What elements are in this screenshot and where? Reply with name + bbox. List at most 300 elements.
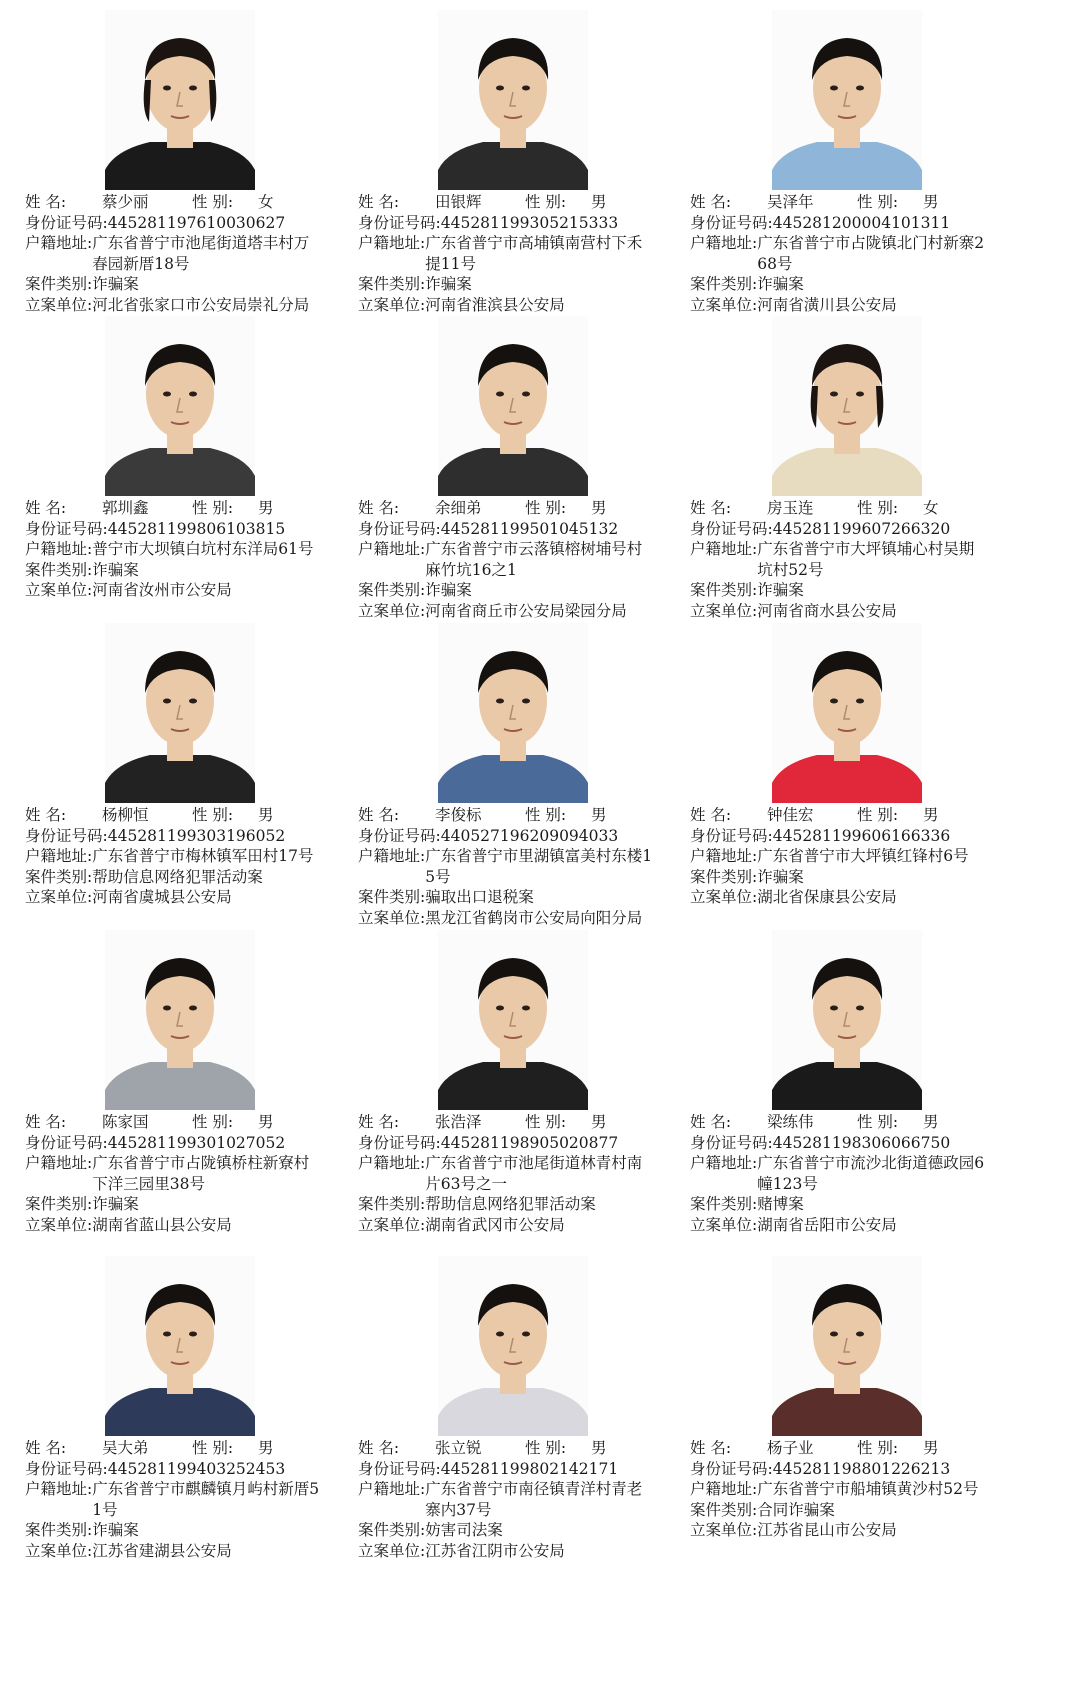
portrait-image bbox=[772, 930, 922, 1110]
name-value: 吴泽年 bbox=[767, 193, 814, 211]
person-card bbox=[25, 0, 355, 320]
portrait-image bbox=[772, 1256, 922, 1436]
name-value: 余细弟 bbox=[435, 499, 482, 517]
id-label: 身份证号码: bbox=[690, 213, 773, 232]
name-label: 姓 名: bbox=[358, 499, 400, 517]
case-type-value: 骗取出口退税案 bbox=[425, 888, 534, 906]
gender-label: 性 别: bbox=[857, 806, 899, 824]
address-value: 广东省普宁市占陇镇桥柱新寮村下洋三园里38号 bbox=[92, 1154, 310, 1193]
unit-label: 立案单位: bbox=[25, 888, 93, 906]
name-label: 姓 名: bbox=[25, 1113, 67, 1131]
unit-value: 黑龙江省鹤岗市公安局向阳分局 bbox=[425, 908, 643, 927]
unit-value: 湖南省武冈市公安局 bbox=[425, 1215, 565, 1234]
name-label: 姓 名: bbox=[690, 806, 732, 824]
person-info bbox=[690, 498, 1020, 621]
unit-label: 立案单位: bbox=[690, 888, 758, 906]
address-line bbox=[25, 1153, 355, 1194]
name-value: 陈家国 bbox=[102, 1113, 149, 1131]
name-value: 钟佳宏 bbox=[767, 806, 814, 824]
address-value: 广东省普宁市麒麟镇月屿村新厝51号 bbox=[92, 1480, 320, 1519]
gender-label: 性 别: bbox=[192, 806, 234, 824]
id-label: 身份证号码: bbox=[358, 1459, 441, 1478]
id-value: 445281200004101311 bbox=[772, 213, 951, 232]
unit-value: 河南省汝州市公安局 bbox=[92, 581, 232, 599]
case-type-label: 案件类别: bbox=[25, 1521, 93, 1539]
unit-value: 江苏省建湖县公安局 bbox=[92, 1541, 232, 1560]
address-label: 户籍地址: bbox=[25, 1154, 93, 1172]
id-line bbox=[358, 1459, 688, 1480]
address-label: 户籍地址: bbox=[25, 847, 93, 865]
unit-label: 立案单位: bbox=[25, 1215, 93, 1234]
id-value: 440527196209094033 bbox=[440, 826, 619, 845]
gender-value: 男 bbox=[923, 193, 939, 211]
id-label: 身份证号码: bbox=[25, 213, 108, 232]
address-label: 户籍地址: bbox=[358, 847, 426, 865]
id-value: 445281198801226213 bbox=[772, 1459, 951, 1478]
unit-label: 立案单位: bbox=[358, 908, 426, 927]
unit-line bbox=[690, 887, 1020, 908]
gender-label: 性 别: bbox=[857, 193, 899, 211]
portrait-image bbox=[438, 10, 588, 190]
address-line bbox=[690, 846, 1020, 867]
portrait-image bbox=[438, 623, 588, 803]
case-type-line bbox=[358, 580, 688, 601]
person-photo bbox=[438, 623, 588, 803]
id-label: 身份证号码: bbox=[690, 1459, 773, 1478]
gender-value: 男 bbox=[591, 193, 607, 211]
address-label: 户籍地址: bbox=[690, 234, 758, 252]
gender-label: 性 别: bbox=[192, 499, 234, 517]
person-info bbox=[25, 498, 355, 601]
person-info bbox=[358, 805, 688, 928]
case-type-line bbox=[358, 1194, 688, 1215]
case-type-label: 案件类别: bbox=[690, 581, 758, 599]
gender-label: 性 别: bbox=[192, 1439, 234, 1457]
case-type-label: 案件类别: bbox=[358, 1521, 426, 1539]
unit-value: 河北省张家口市公安局崇礼分局 bbox=[92, 295, 310, 314]
person-photo bbox=[105, 316, 255, 496]
name-label: 姓 名: bbox=[358, 1439, 400, 1457]
address-value: 广东省普宁市云落镇榕树埔号村麻竹坑16之1 bbox=[425, 540, 643, 579]
id-value: 445281199303196052 bbox=[107, 826, 286, 845]
case-type-line bbox=[690, 867, 1020, 888]
gender-value: 男 bbox=[923, 1439, 939, 1457]
person-info bbox=[690, 1112, 1020, 1235]
unit-label: 立案单位: bbox=[690, 1521, 758, 1539]
address-label: 户籍地址: bbox=[690, 1480, 758, 1498]
address-label: 户籍地址: bbox=[25, 1480, 93, 1498]
unit-value: 河南省潢川县公安局 bbox=[757, 295, 897, 314]
address-line bbox=[25, 846, 355, 867]
address-line bbox=[25, 233, 355, 274]
person-card bbox=[25, 1246, 355, 1566]
id-label: 身份证号码: bbox=[690, 1133, 773, 1152]
portrait-image bbox=[105, 10, 255, 190]
case-type-value: 诈骗案 bbox=[757, 275, 804, 293]
case-type-line bbox=[25, 1194, 355, 1215]
person-card bbox=[358, 920, 688, 1240]
name-value: 郭圳鑫 bbox=[102, 499, 149, 517]
person-card bbox=[690, 613, 1020, 933]
address-line bbox=[358, 1479, 688, 1520]
case-type-value: 诈骗案 bbox=[92, 1195, 139, 1213]
case-type-label: 案件类别: bbox=[358, 275, 426, 293]
gender-label: 性 别: bbox=[192, 1113, 234, 1131]
case-type-line bbox=[358, 274, 688, 295]
id-value: 445281199305215333 bbox=[440, 213, 619, 232]
name-value: 蔡少丽 bbox=[102, 193, 149, 211]
case-type-line bbox=[25, 560, 355, 581]
case-type-line bbox=[690, 1500, 1020, 1521]
unit-value: 湖北省保康县公安局 bbox=[757, 888, 897, 906]
id-value: 445281199403252453 bbox=[107, 1459, 286, 1478]
portrait-image bbox=[772, 623, 922, 803]
name-value: 杨子业 bbox=[767, 1439, 814, 1457]
case-type-label: 案件类别: bbox=[690, 867, 758, 886]
unit-value: 河南省商水县公安局 bbox=[757, 601, 897, 620]
case-type-line bbox=[358, 887, 688, 908]
gender-value: 男 bbox=[258, 1113, 274, 1131]
person-photo bbox=[438, 1256, 588, 1436]
case-type-line bbox=[25, 1520, 355, 1541]
id-line bbox=[25, 213, 355, 234]
case-type-label: 案件类别: bbox=[25, 560, 93, 579]
name-line bbox=[358, 192, 688, 213]
case-type-value: 诈骗案 bbox=[757, 867, 804, 886]
address-line bbox=[358, 233, 688, 274]
case-type-label: 案件类别: bbox=[25, 867, 93, 886]
id-line bbox=[690, 1459, 1020, 1480]
unit-line bbox=[25, 1541, 355, 1562]
id-label: 身份证号码: bbox=[690, 826, 773, 845]
person-info bbox=[358, 1438, 688, 1561]
person-photo bbox=[438, 930, 588, 1110]
person-info bbox=[25, 1112, 355, 1235]
address-label: 户籍地址: bbox=[690, 1154, 758, 1172]
id-value: 445281199802142171 bbox=[440, 1459, 619, 1478]
unit-value: 江苏省昆山市公安局 bbox=[757, 1521, 897, 1539]
unit-line bbox=[25, 887, 355, 908]
address-value: 广东省普宁市船埔镇黄沙村52号 bbox=[757, 1480, 979, 1498]
case-type-value: 合同诈骗案 bbox=[757, 1500, 835, 1519]
gender-label: 性 别: bbox=[525, 193, 567, 211]
address-value: 广东省普宁市占陇镇北门村新寨268号 bbox=[757, 234, 985, 273]
address-value: 广东省普宁市流沙北街道德政园6幢123号 bbox=[757, 1154, 985, 1193]
address-value: 广东省普宁市大坪镇埔心村吴期坑村52号 bbox=[757, 540, 975, 579]
unit-value: 河南省淮滨县公安局 bbox=[425, 295, 565, 314]
case-type-label: 案件类别: bbox=[690, 1500, 758, 1519]
name-label: 姓 名: bbox=[690, 193, 732, 211]
case-type-value: 诈骗案 bbox=[92, 560, 139, 579]
unit-label: 立案单位: bbox=[25, 581, 93, 599]
name-label: 姓 名: bbox=[358, 806, 400, 824]
person-photo bbox=[772, 623, 922, 803]
portrait-image bbox=[105, 316, 255, 496]
name-label: 姓 名: bbox=[25, 499, 67, 517]
person-photo bbox=[105, 10, 255, 190]
id-label: 身份证号码: bbox=[25, 1459, 108, 1478]
unit-line bbox=[690, 1520, 1020, 1541]
address-value: 广东省普宁市南径镇青洋村青老寨内37号 bbox=[425, 1480, 643, 1519]
gender-value: 男 bbox=[923, 1113, 939, 1131]
name-value: 张浩泽 bbox=[435, 1113, 482, 1131]
id-line bbox=[690, 1133, 1020, 1154]
name-line bbox=[690, 192, 1020, 213]
id-value: 445281197610030627 bbox=[107, 213, 286, 232]
gender-value: 女 bbox=[258, 193, 274, 211]
address-label: 户籍地址: bbox=[690, 540, 758, 558]
gender-value: 男 bbox=[591, 499, 607, 517]
gender-label: 性 别: bbox=[192, 193, 234, 211]
person-card bbox=[25, 306, 355, 626]
id-value: 445281199607266320 bbox=[772, 519, 951, 538]
case-type-value: 诈骗案 bbox=[757, 581, 804, 599]
person-info bbox=[358, 498, 688, 621]
name-line bbox=[25, 1112, 355, 1133]
name-line bbox=[358, 805, 688, 826]
case-type-value: 诈骗案 bbox=[425, 581, 472, 599]
unit-value: 湖南省蓝山县公安局 bbox=[92, 1215, 232, 1234]
case-type-value: 帮助信息网络犯罪活动案 bbox=[92, 867, 263, 886]
case-type-line bbox=[25, 867, 355, 888]
id-value: 445281199501045132 bbox=[440, 519, 619, 538]
gender-value: 男 bbox=[591, 806, 607, 824]
unit-label: 立案单位: bbox=[25, 295, 93, 314]
person-info bbox=[690, 805, 1020, 908]
person-info bbox=[25, 192, 355, 315]
person-card bbox=[358, 0, 688, 320]
address-line bbox=[358, 846, 688, 887]
address-line bbox=[690, 233, 1020, 274]
unit-value: 湖南省岳阳市公安局 bbox=[757, 1215, 897, 1234]
id-line bbox=[25, 1459, 355, 1480]
portrait-image bbox=[105, 1256, 255, 1436]
gender-value: 男 bbox=[258, 1439, 274, 1457]
id-line bbox=[358, 213, 688, 234]
gender-label: 性 别: bbox=[525, 1439, 567, 1457]
person-info bbox=[690, 192, 1020, 315]
gender-value: 女 bbox=[923, 499, 939, 517]
person-card bbox=[25, 613, 355, 933]
person-card bbox=[25, 920, 355, 1240]
portrait-image bbox=[105, 623, 255, 803]
id-label: 身份证号码: bbox=[358, 519, 441, 538]
portrait-image bbox=[438, 1256, 588, 1436]
id-line bbox=[358, 519, 688, 540]
person-photo bbox=[772, 10, 922, 190]
person-photo bbox=[772, 316, 922, 496]
person-card bbox=[690, 1246, 1020, 1566]
address-label: 户籍地址: bbox=[358, 1480, 426, 1498]
person-card bbox=[358, 306, 688, 626]
case-type-label: 案件类别: bbox=[690, 275, 758, 293]
case-type-label: 案件类别: bbox=[25, 275, 93, 293]
unit-line bbox=[358, 1541, 688, 1562]
person-info bbox=[358, 192, 688, 315]
unit-line bbox=[358, 1215, 688, 1236]
person-info bbox=[25, 805, 355, 908]
gender-value: 男 bbox=[591, 1439, 607, 1457]
unit-value: 江苏省江阴市公安局 bbox=[425, 1541, 565, 1560]
person-info bbox=[358, 1112, 688, 1235]
id-label: 身份证号码: bbox=[25, 519, 108, 538]
gender-value: 男 bbox=[923, 806, 939, 824]
person-card bbox=[690, 0, 1020, 320]
unit-label: 立案单位: bbox=[358, 1541, 426, 1560]
portrait-image bbox=[438, 316, 588, 496]
person-card bbox=[690, 920, 1020, 1240]
unit-value: 河南省虞城县公安局 bbox=[92, 888, 232, 906]
name-value: 梁练伟 bbox=[767, 1113, 814, 1131]
person-photo bbox=[105, 930, 255, 1110]
name-label: 姓 名: bbox=[690, 1113, 732, 1131]
name-line bbox=[358, 1438, 688, 1459]
address-label: 户籍地址: bbox=[25, 234, 93, 252]
person-photo bbox=[772, 1256, 922, 1436]
id-line bbox=[358, 1133, 688, 1154]
name-line bbox=[25, 192, 355, 213]
address-line bbox=[25, 539, 355, 560]
id-value: 445281198905020877 bbox=[440, 1133, 619, 1152]
id-label: 身份证号码: bbox=[25, 1133, 108, 1152]
person-card bbox=[690, 306, 1020, 626]
person-photo bbox=[105, 1256, 255, 1436]
unit-label: 立案单位: bbox=[358, 1215, 426, 1234]
name-line bbox=[690, 1438, 1020, 1459]
case-type-line bbox=[690, 274, 1020, 295]
unit-label: 立案单位: bbox=[690, 1215, 758, 1234]
gender-label: 性 别: bbox=[525, 1113, 567, 1131]
address-line bbox=[690, 1153, 1020, 1194]
person-photo bbox=[438, 10, 588, 190]
gender-label: 性 别: bbox=[857, 1439, 899, 1457]
id-line bbox=[25, 826, 355, 847]
name-line bbox=[690, 498, 1020, 519]
name-line bbox=[25, 805, 355, 826]
id-line bbox=[358, 826, 688, 847]
name-label: 姓 名: bbox=[25, 806, 67, 824]
portrait-image bbox=[772, 316, 922, 496]
case-type-value: 帮助信息网络犯罪活动案 bbox=[425, 1195, 596, 1213]
address-value: 广东省普宁市大坪镇红锋村6号 bbox=[757, 847, 969, 865]
gender-label: 性 别: bbox=[857, 499, 899, 517]
person-card bbox=[358, 613, 688, 933]
id-value: 445281199606166336 bbox=[772, 826, 951, 845]
address-label: 户籍地址: bbox=[358, 1154, 426, 1172]
case-type-line bbox=[358, 1520, 688, 1541]
name-value: 吴大弟 bbox=[102, 1439, 149, 1457]
case-type-value: 诈骗案 bbox=[92, 275, 139, 293]
portrait-image bbox=[438, 930, 588, 1110]
case-type-line bbox=[25, 274, 355, 295]
gender-label: 性 别: bbox=[525, 806, 567, 824]
unit-line bbox=[690, 1215, 1020, 1236]
case-type-value: 诈骗案 bbox=[92, 1521, 139, 1539]
name-value: 田银辉 bbox=[435, 193, 482, 211]
case-type-line bbox=[690, 1194, 1020, 1215]
name-label: 姓 名: bbox=[25, 193, 67, 211]
gender-value: 男 bbox=[591, 1113, 607, 1131]
id-label: 身份证号码: bbox=[358, 826, 441, 845]
address-value: 广东省普宁市里湖镇富美村东楼15号 bbox=[425, 847, 653, 886]
address-value: 普宁市大坝镇白坑村东洋局61号 bbox=[92, 540, 314, 558]
case-type-value: 诈骗案 bbox=[425, 275, 472, 293]
id-value: 445281198306066750 bbox=[772, 1133, 951, 1152]
unit-line bbox=[25, 580, 355, 601]
person-info bbox=[690, 1438, 1020, 1541]
name-label: 姓 名: bbox=[358, 1113, 400, 1131]
address-line bbox=[690, 1479, 1020, 1500]
address-label: 户籍地址: bbox=[25, 540, 93, 558]
name-line bbox=[358, 498, 688, 519]
name-value: 李俊标 bbox=[435, 806, 482, 824]
name-line bbox=[25, 1438, 355, 1459]
gender-label: 性 别: bbox=[857, 1113, 899, 1131]
unit-label: 立案单位: bbox=[358, 601, 426, 620]
id-line bbox=[690, 519, 1020, 540]
address-label: 户籍地址: bbox=[358, 540, 426, 558]
address-value: 广东省普宁市池尾街道塔丰村万春园新厝18号 bbox=[92, 234, 310, 273]
name-line bbox=[25, 498, 355, 519]
id-label: 身份证号码: bbox=[358, 213, 441, 232]
name-line bbox=[690, 1112, 1020, 1133]
unit-value: 河南省商丘市公安局梁园分局 bbox=[425, 601, 627, 620]
address-line bbox=[25, 1479, 355, 1520]
name-label: 姓 名: bbox=[690, 499, 732, 517]
name-value: 房玉连 bbox=[767, 499, 814, 517]
unit-line bbox=[25, 1215, 355, 1236]
id-label: 身份证号码: bbox=[690, 519, 773, 538]
address-label: 户籍地址: bbox=[358, 234, 426, 252]
unit-label: 立案单位: bbox=[358, 295, 426, 314]
case-type-label: 案件类别: bbox=[25, 1195, 93, 1213]
case-type-value: 赌博案 bbox=[757, 1195, 804, 1213]
address-value: 广东省普宁市高埔镇南营村下禾提11号 bbox=[425, 234, 643, 273]
case-type-line bbox=[690, 580, 1020, 601]
address-line bbox=[358, 539, 688, 580]
case-type-label: 案件类别: bbox=[690, 1195, 758, 1213]
id-value: 445281199806103815 bbox=[107, 519, 286, 538]
gender-value: 男 bbox=[258, 806, 274, 824]
portrait-image bbox=[772, 10, 922, 190]
case-type-label: 案件类别: bbox=[358, 581, 426, 599]
address-value: 广东省普宁市池尾街道林青村南片63号之一 bbox=[425, 1154, 643, 1193]
name-value: 杨柳恒 bbox=[102, 806, 149, 824]
id-line bbox=[25, 519, 355, 540]
id-label: 身份证号码: bbox=[25, 826, 108, 845]
gender-value: 男 bbox=[258, 499, 274, 517]
name-line bbox=[690, 805, 1020, 826]
name-line bbox=[358, 1112, 688, 1133]
person-photo bbox=[105, 623, 255, 803]
id-line bbox=[690, 826, 1020, 847]
case-type-label: 案件类别: bbox=[358, 888, 426, 906]
case-type-value: 妨害司法案 bbox=[425, 1521, 503, 1539]
name-label: 姓 名: bbox=[358, 193, 400, 211]
person-info bbox=[25, 1438, 355, 1561]
name-label: 姓 名: bbox=[690, 1439, 732, 1457]
portrait-image bbox=[105, 930, 255, 1110]
address-label: 户籍地址: bbox=[690, 847, 758, 865]
id-label: 身份证号码: bbox=[358, 1133, 441, 1152]
id-line bbox=[25, 1133, 355, 1154]
person-card bbox=[358, 1246, 688, 1566]
case-type-label: 案件类别: bbox=[358, 1195, 426, 1213]
person-photo bbox=[772, 930, 922, 1110]
unit-label: 立案单位: bbox=[690, 601, 758, 620]
id-value: 445281199301027052 bbox=[107, 1133, 286, 1152]
name-label: 姓 名: bbox=[25, 1439, 67, 1457]
